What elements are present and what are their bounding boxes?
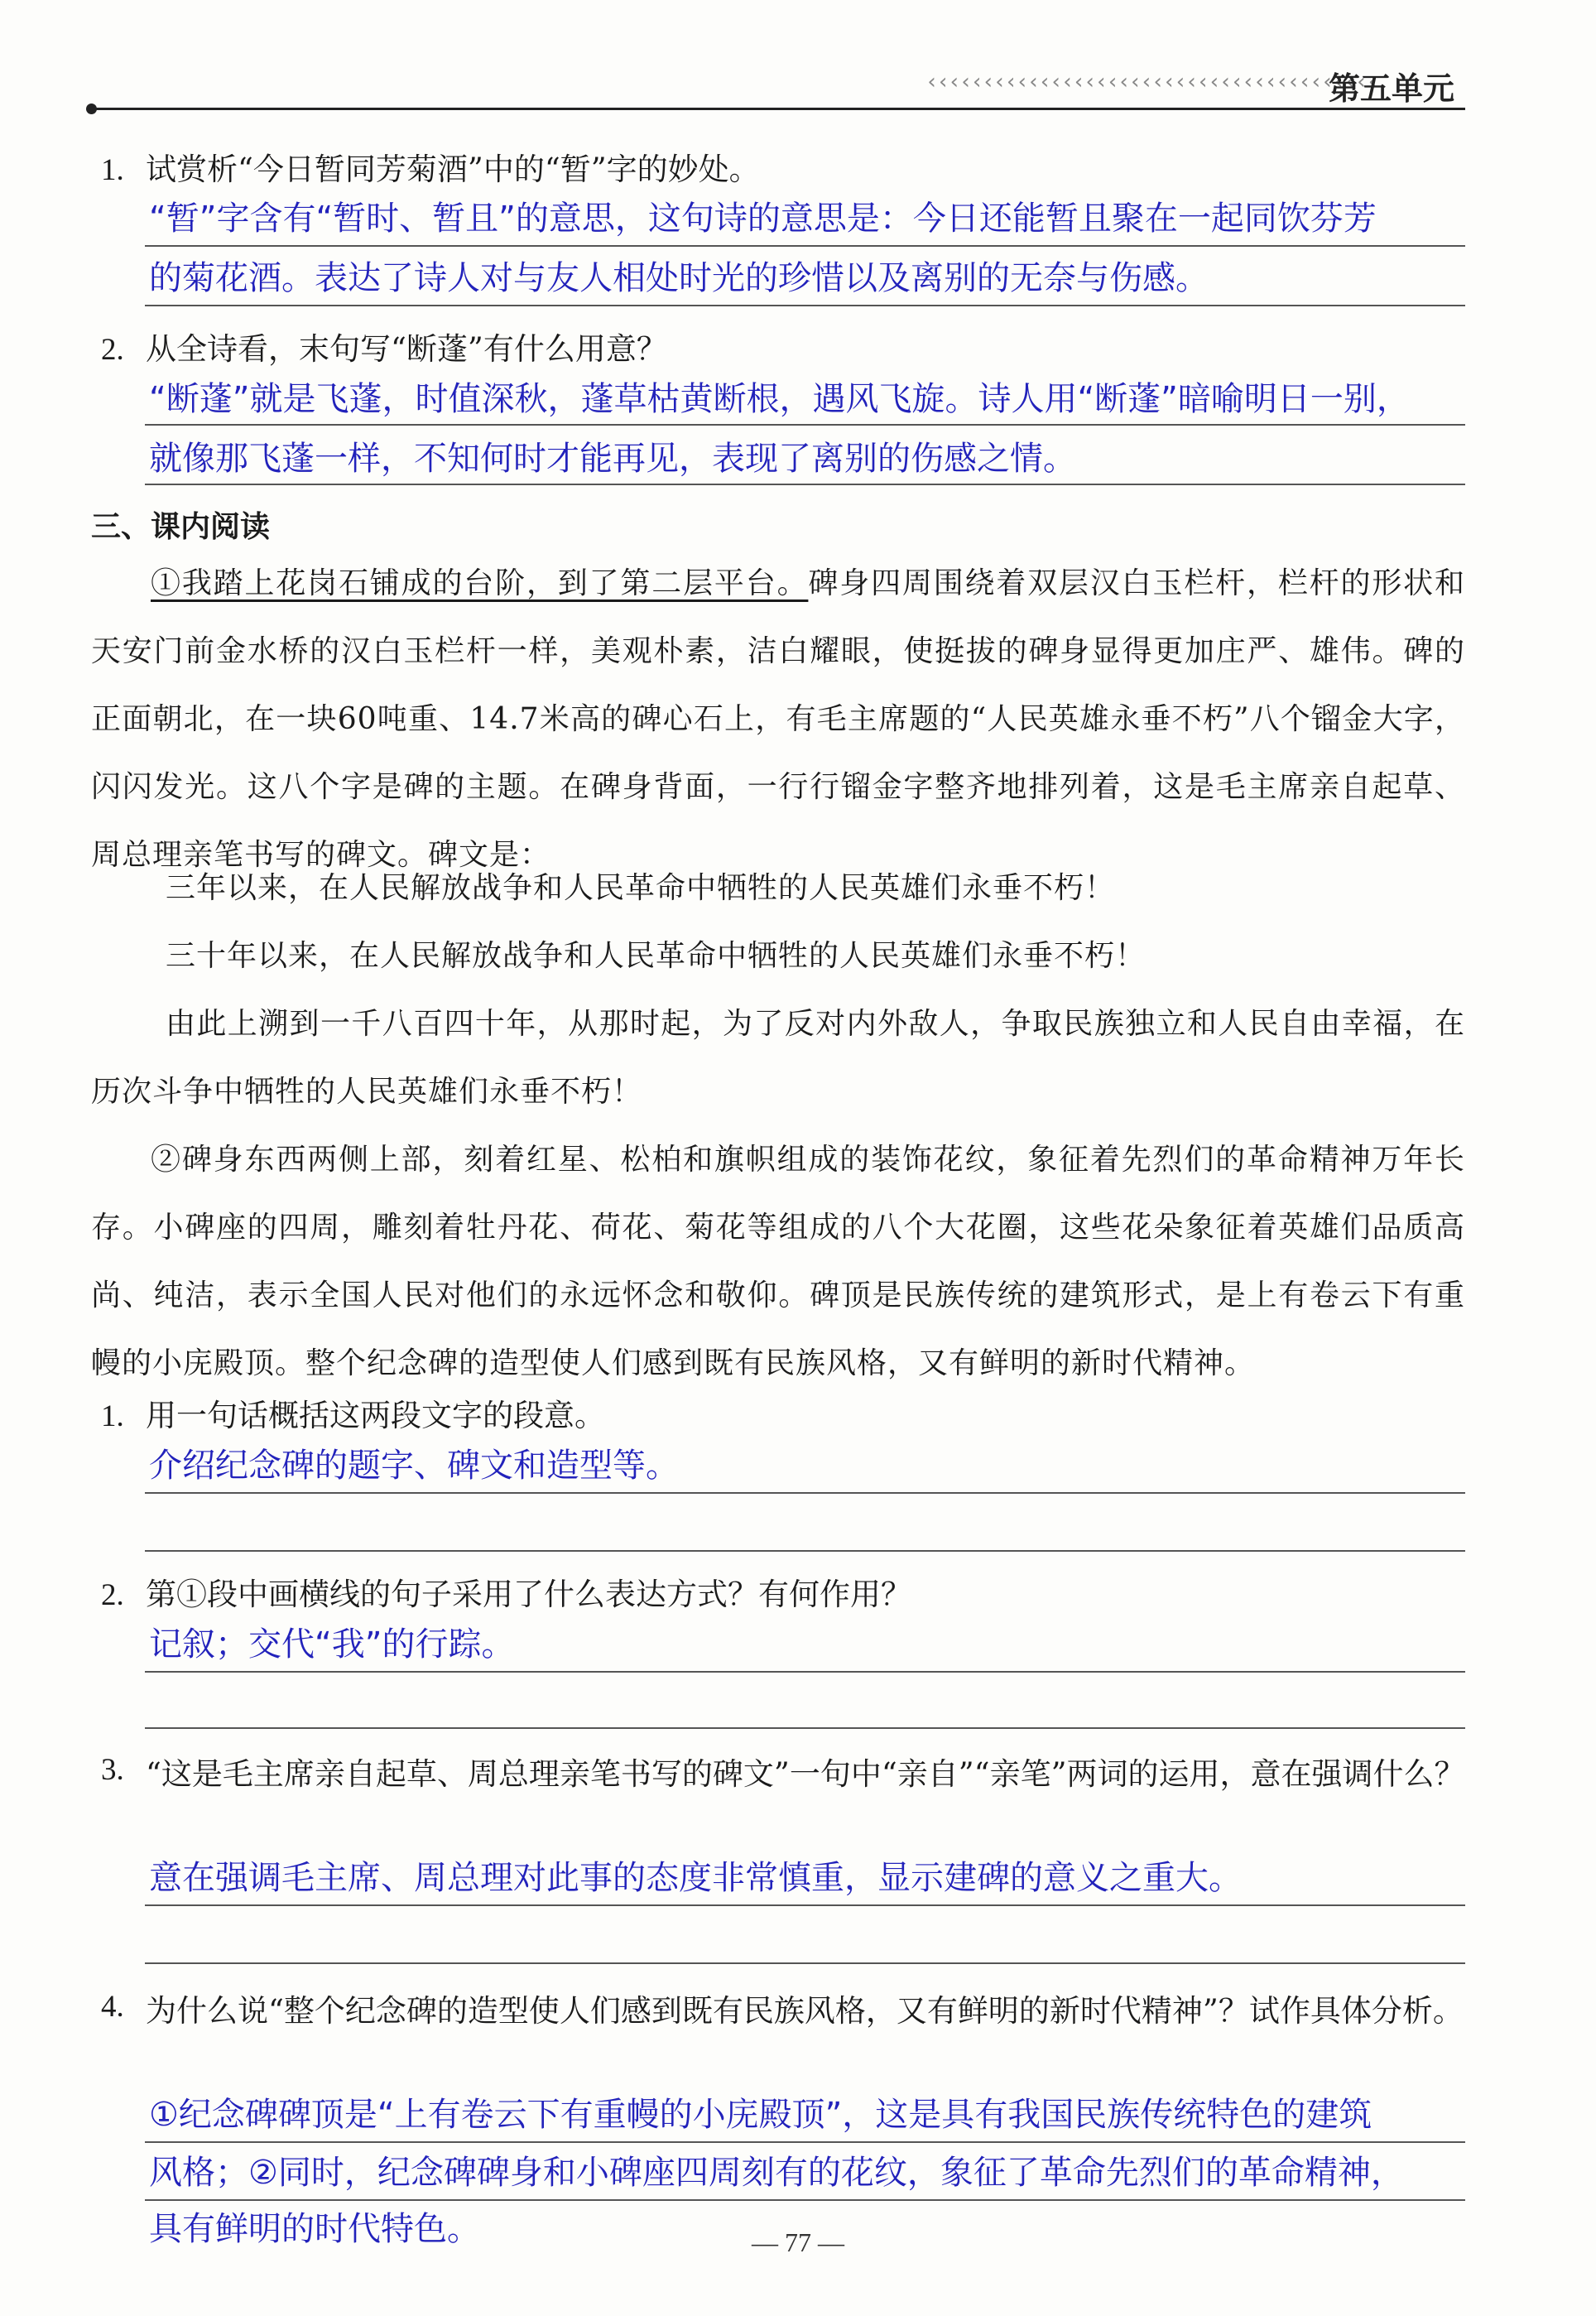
question-number: 2. xyxy=(101,333,124,367)
question-text: 从全诗看，末句写“断蓬”有什么用意？ xyxy=(146,331,667,367)
question-number: 1. xyxy=(101,1399,124,1433)
answer-line: 风格；②同时，纪念碑碑身和小碑座四周刻有的花纹，象征了革命先烈们的革命精神， xyxy=(149,2154,1404,2192)
question-2-1 xyxy=(101,145,760,195)
question-3-1 xyxy=(101,1391,605,1441)
answer-rule xyxy=(145,484,1465,485)
question-text: 用一句话概括这两段文字的段意。 xyxy=(146,1398,605,1433)
inscription-line-2: 三十年以来，在人民解放战争和人民革命中牺牲的人民英雄们永垂不朽！ xyxy=(166,939,1147,973)
question-text: 为什么说“整个纪念碑的造型使人们感到既有民族风格，又有鲜明的新时代精神”？试作具体分析。 xyxy=(146,1993,1464,2029)
header-rule xyxy=(91,108,1465,110)
answer-rule xyxy=(145,424,1465,426)
question-row xyxy=(101,1745,1467,1803)
answer-line: “暂”字含有“暂时、暂且”的意思，这句诗的意思是：今日还能暂且聚在一起同饮芬芳 xyxy=(149,200,1377,238)
answer-rule xyxy=(145,245,1465,247)
answer-rule xyxy=(145,1492,1465,1494)
answer-line: 记叙；交代“我”的行踪。 xyxy=(149,1625,515,1664)
question-3-3 xyxy=(101,1745,1467,1803)
answer-rule xyxy=(145,1904,1465,1906)
question-number: 2. xyxy=(101,1578,124,1612)
question-number: 4. xyxy=(101,1990,124,2024)
page-number: — 77 — xyxy=(752,2227,844,2257)
answer-line: 介绍纪念碑的题字、碑文和造型等。 xyxy=(149,1447,679,1485)
answer-line: ①纪念碑碑顶是“上有卷云下有重幔的小庑殿顶”，这是具有我国民族传统特色的建筑 xyxy=(149,2096,1372,2134)
header-decoration: ‹‹‹‹‹‹‹‹‹‹‹‹‹‹‹‹‹‹‹‹‹‹‹‹‹‹‹‹‹‹‹‹‹‹‹‹‹‹‹‹ xyxy=(925,70,1378,94)
question-text: “这是毛主席亲自起草、周总理亲笔书写的碑文”一句中“亲自”“亲笔”两词的运用，意在强调什么？ xyxy=(146,1756,1465,1792)
paragraph-text: 碑身四周围绕着双层汉白玉栏杆，栏杆的形状和天安门前金水桥的汉白玉栏杆一样，美观朴素，洁白耀眼，使挺拔的碑身显得更加庄严、雄伟。碑的正面朝北，在一块60吨重、14.7米高的碑心石上，有毛主席题的“人民英雄永垂不朽”八个镏金大字，闪闪发光。这八个字是碑的主题。在碑身背面，一行行镏金字整齐地排列着，这是毛主席亲自起草、周总理亲笔书写的碑文。碑文是： xyxy=(91,566,1465,872)
answer-line: 意在强调毛主席、周总理对此事的态度非常慎重，显示建碑的意义之重大。 xyxy=(149,1859,1242,1897)
inscription-text: 由此上溯到一千八百四十年，从那时起，为了反对内外敌人，争取民族独立和人民自由幸福，在历次斗争中牺牲的人民英雄们永垂不朽！ xyxy=(91,1007,1465,1109)
answer-line: 的菊花酒。表达了诗人对与友人相处时光的珍惜以及离别的无奈与伤感。 xyxy=(149,259,1209,297)
question-number: 1. xyxy=(101,153,124,187)
inscription-line-1: 三年以来，在人民解放战争和人民革命中牺牲的人民英雄们永垂不朽！ xyxy=(166,871,1116,905)
answer-line: 就像那飞蓬一样，不知何时才能再见，表现了离别的伤感之情。 xyxy=(149,440,1076,478)
reading-paragraph-1 xyxy=(91,550,1465,889)
question-2-2 xyxy=(101,325,667,374)
underlined-sentence: ①我踏上花岗石铺成的台阶，到了第二层平台。 xyxy=(151,566,809,600)
question-text: 第①段中画横线的句子采用了什么表达方式？有何作用？ xyxy=(146,1577,911,1612)
question-3-2 xyxy=(101,1570,911,1620)
answer-rule xyxy=(145,1727,1465,1729)
question-3-4 xyxy=(101,1982,1467,2040)
answer-rule xyxy=(145,305,1465,306)
question-text: 试赏析“今日暂同芳菊酒”中的“暂”字的妙处。 xyxy=(146,152,760,187)
question-row xyxy=(101,1982,1467,2040)
reading-paragraph-2: ②碑身东西两侧上部，刻着红星、松柏和旗帜组成的装饰花纹，象征着先烈们的革命精神万年长存。小碑座的四周，雕刻着牡丹花、荷花、菊花等组成的八个大花圈，这些花朵象征着英雄们品质高尚、纯洁，表示全国人民对他们的永远怀念和敬仰。碑顶是民族传统的建筑形式，是上有卷云下有重幔的小庑殿顶。整个纪念碑的造型使人们感到既有民族风格，又有鲜明的新时代精神。 xyxy=(91,1143,1465,1380)
answer-line: 具有鲜明的时代特色。 xyxy=(149,2210,480,2248)
inscription-line-3 xyxy=(91,990,1465,1126)
question-number: 3. xyxy=(101,1753,124,1787)
section-title: 三、课内阅读 xyxy=(91,510,271,544)
answer-rule xyxy=(145,1671,1465,1673)
answer-rule xyxy=(145,1962,1465,1964)
answer-rule xyxy=(145,1550,1465,1552)
answer-line: “断蓬”就是飞蓬，时值深秋，蓬草枯黄断根，遇风飞旋。诗人用“断蓬”暗喻明日一别， xyxy=(149,380,1410,418)
unit-title: 第五单元 xyxy=(1329,70,1455,107)
